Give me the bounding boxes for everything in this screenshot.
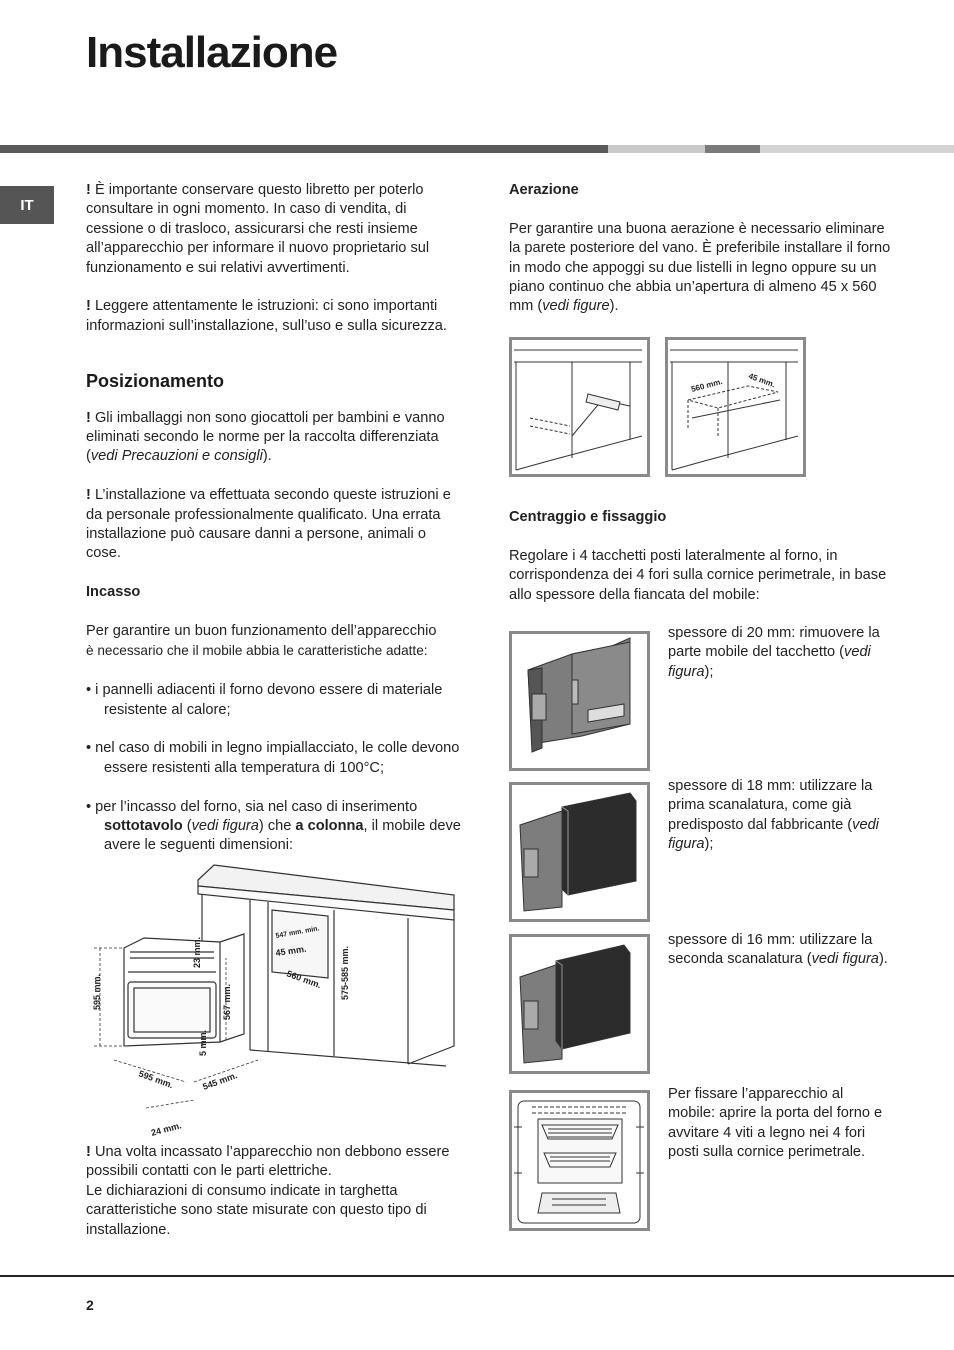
right-column-centering: [509, 508, 894, 605]
language-tab: IT: [0, 186, 54, 224]
fig-dim-45: 45 mm.: [747, 371, 777, 390]
oven-screw-text: Per fissare l’apparecchio al mobile: aprire la porta del forno e avvitare 4 viti a legno nei 4 fori posti sulla cornice perimetrale.: [668, 1086, 883, 1161]
left-column: [86, 181, 464, 856]
heading-posizionamento: Posizionamento: [86, 371, 225, 392]
bullet-glue: • nel caso di mobili in legno impiallacciato, le colle devono essere resistenti alla temperatura di 100°C;: [86, 740, 460, 776]
page-title: Installazione: [86, 28, 338, 77]
bracket-text-16mm: spessore di 16 mm: utilizzare la seconda scanalatura (vedi figura).: [668, 932, 888, 968]
bracket-text-18mm: spessore di 18 mm: utilizzare la prima scanalatura, come già predisposto dal fabbricante (vedi figura);: [668, 778, 879, 853]
bracket-text-20mm: spessore di 20 mm: rimuovere la parte mobile del tacchetto (vedi figura);: [668, 625, 880, 680]
left-column-bottom: [86, 1143, 464, 1240]
paragraph-electric-contacts: ! Una volta incassato l’apparecchio non debbono essere possibili contatti con le parti elettriche.: [86, 1144, 450, 1180]
dim-23: 23 mm.: [192, 936, 202, 968]
paragraph-packaging: ! Gli imballaggi non sono giocattoli per bambini e vanno eliminati secondo le norme per la raccolta differenziata (vedi Precauzioni e consigli).: [86, 409, 445, 465]
paragraph-installation-warning: ! L’installazione va effettuata secondo queste istruzioni e da personale professionalmente qualificato. Una errata installazione può causare danni a persone, animali o cose.: [86, 487, 451, 562]
paragraph-requirements: Per garantire un buon funzionamento dell’apparecchio è necessario che il mobile abbia le caratteristiche adatte:: [86, 623, 437, 659]
oven-screw-figure: [509, 1090, 650, 1231]
aeration-figure-1: [509, 337, 650, 477]
installation-dimensions-diagram: [86, 860, 466, 1140]
heading-centraggio: Centraggio e fissaggio: [509, 509, 667, 525]
footer-divider: [0, 1275, 954, 1277]
dim-24: 24 mm.: [149, 1120, 183, 1138]
paragraph-read-instructions: ! Leggere attentamente le istruzioni: ci sono importanti informazioni sull’installazione, sull’uso e sulla sicurezza.: [86, 298, 447, 334]
dim-560: 560 mm.: [285, 968, 323, 991]
bullet-panels: • i pannelli adiacenti il forno devono essere di materiale resistente al calore;: [86, 682, 443, 718]
dim-45: 45 mm.: [274, 943, 308, 958]
dim-567: 567 mm.: [222, 983, 232, 1020]
bracket-figure-20mm: [509, 631, 650, 771]
heading-aerazione: Aerazione: [509, 182, 579, 198]
dim-545: 545 mm.: [201, 1070, 239, 1092]
bullet-dimensions: • per l’incasso del forno, sia nel caso di inserimento sottotavolo (vedi figura) che a colonna, il mobile deve avere le seguenti dimensioni:: [86, 798, 461, 854]
aeration-figure-2: [665, 337, 806, 477]
dim-5: 5 mm.: [198, 1029, 208, 1056]
dim-575-585: 575-585 mm.: [340, 945, 350, 1000]
paragraph-consumption: Le dichiarazioni di consumo indicate in targhetta caratteristiche sono state misurate con questo tipo di installazione.: [86, 1182, 427, 1238]
header-bar-mid: [705, 145, 760, 153]
dim-595-height: 595 mm.: [92, 973, 102, 1010]
paragraph-centraggio: Regolare i 4 tacchetti posti lateralmente al forno, in corrispondenza dei 4 fori sulla cornice perimetrale, in base allo spessore della fiancata del mobile:: [509, 547, 887, 603]
dim-595-width: 595 mm.: [137, 1068, 175, 1091]
fig-dim-560: 560 mm.: [690, 376, 724, 394]
header-bar-light: [608, 145, 705, 153]
header-bar-dark: [0, 145, 608, 153]
right-column: [509, 181, 894, 317]
bracket-figure-18mm: [509, 782, 650, 922]
paragraph-keep-manual: ! È importante conservare questo libretto per poterlo consultare in ogni momento. In caso di vendita, di cessione o di trasloco, assicurarsi che resti insieme all’apparecchio per informare il nuovo proprietario sul funzionamento e sui relativi avvertimenti.: [86, 182, 430, 276]
page-number: 2: [86, 1297, 94, 1313]
bracket-figure-16mm: [509, 934, 650, 1074]
paragraph-aerazione: Per garantire una buona aerazione è necessario eliminare la parete posteriore del vano. È preferibile installare il forno in modo che appoggi su due listelli in legno oppure su un piano continuo che abbia un’apertura di almeno 45 x 560 mm (vedi figure).: [509, 220, 891, 315]
heading-incasso: Incasso: [86, 584, 141, 601]
dim-547-min: 547 mm. min.: [275, 925, 321, 940]
header-bar-pale: [760, 145, 954, 153]
